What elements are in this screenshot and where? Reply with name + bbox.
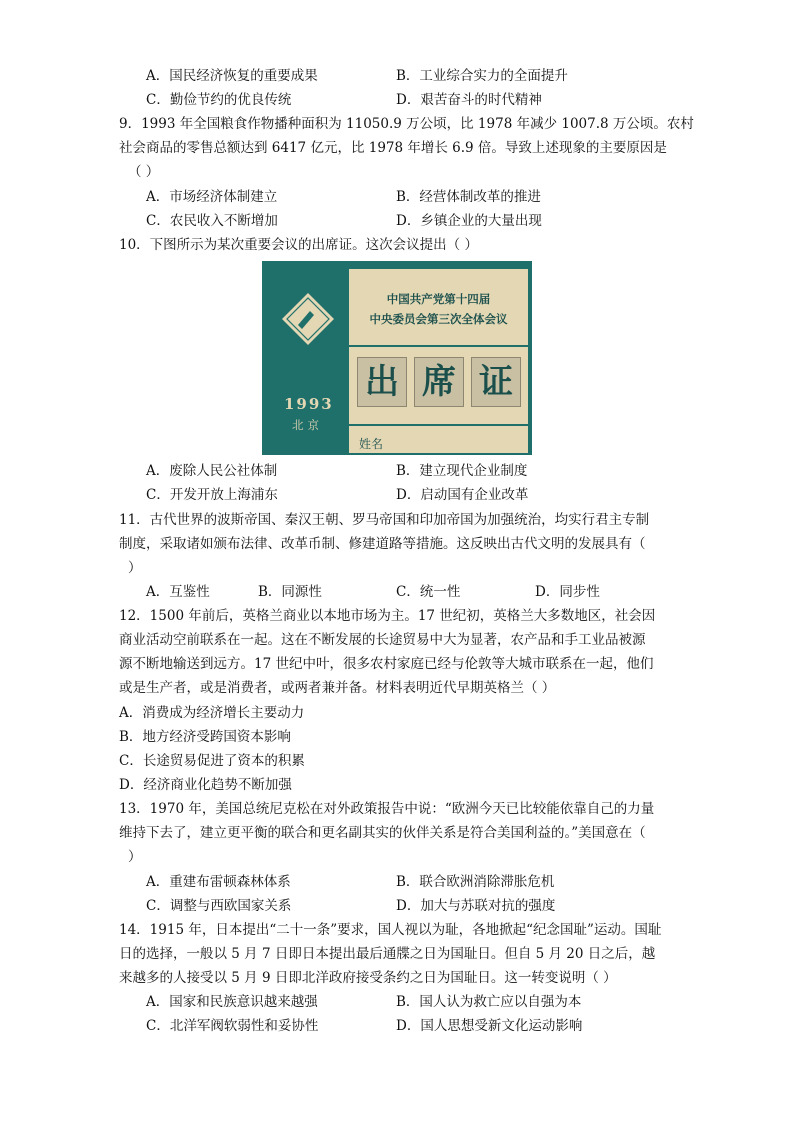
q11-option-b: B．同源性 (258, 584, 322, 600)
cert-divider (349, 345, 528, 347)
q12-stem-line3: 源不断地输送到远方。17 世纪中叶，很多农村家庭已经与伦敦等大城市联系在一起，他们 (119, 656, 654, 672)
q12-option-d: D．经济商业化趋势不断加强 (119, 777, 292, 793)
q8-option-d: D．艰苦奋斗的时代精神 (396, 92, 542, 108)
q14-option-c: C．北洋军阀软弱性和妥协性 (146, 1018, 319, 1034)
q10-option-b: B．建立现代企业制度 (396, 463, 528, 479)
cert-char-2: 席 (414, 357, 464, 407)
q14-option-b: B．国人认为救亡应以自强为本 (396, 994, 582, 1010)
q13-stem-line3: ） (128, 849, 142, 865)
q12-option-a: A．消费成为经济增长主要动力 (119, 705, 305, 721)
cert-title-line1: 中国共产党第十四届 (386, 292, 491, 306)
cert-year: 1993 (284, 395, 334, 413)
attendance-certificate-image (262, 261, 532, 455)
q12-stem-line2: 商业活动空前联系在一起。这在不断发展的长途贸易中大为显著，农产品和手工业品被源 (119, 632, 646, 648)
q12-option-b: B．地方经济受跨国资本影响 (119, 729, 291, 745)
cert-name-divider (349, 424, 528, 426)
q12-stem-line1: 12．1500 年前后，英格兰商业以本地市场为主。17 世纪初，英格兰大多数地区，社会因 (119, 608, 656, 624)
q10-option-d: D．启动国有企业改革 (396, 487, 529, 503)
q10-stem-line1: 10．下图所示为某次重要会议的出席证。这次会议提出（ ） (119, 237, 478, 253)
q8-option-a: A．国民经济恢复的重要成果 (146, 68, 318, 84)
q12-option-c: C．长途贸易促进了资本的积累 (119, 753, 305, 769)
q14-stem-line2: 日的选择，一般以 5 月 7 日即日本提出最后通牒之日为国耻日。但自 5 月 20 日之后，越 (119, 946, 656, 962)
cert-title-line2: 中央委员会第三次全体会议 (369, 312, 508, 326)
q9-option-d: D．乡镇企业的大量出现 (396, 213, 542, 229)
q9-stem-line2: 社会商品的零售总额达到 6417 亿元，比 1978 年增长 6.9 倍。导致上述现象的主要原因是 (119, 140, 667, 156)
q13-option-d: D．加大与苏联对抗的强度 (396, 898, 556, 914)
q9-option-b: B．经营体制改革的推进 (396, 189, 541, 205)
q12-stem-line4: 或是生产者，或是消费者，或两者兼并备。材料表明近代早期英格兰（ ） (119, 680, 556, 696)
party-emblem-icon (280, 291, 336, 347)
q11-stem-line2: 制度，采取诸如颁布法律、改革币制、修建道路等措施。这反映出古代文明的发展具有（ (119, 536, 646, 552)
q11-stem-line1: 11．古代世界的波斯帝国、秦汉王朝、罗马帝国和印加帝国为加强统治，均实行君主专制 (119, 512, 650, 528)
cert-name-label: 姓名 (359, 437, 384, 451)
q9-stem-line1: 9．1993 年全国粮食作物播种面积为 11050.9 万公顷，比 1978 年减少 1007.8 万公顷。农村 (119, 116, 694, 132)
q11-option-c: C．统一性 (396, 584, 461, 600)
q13-option-a: A．重建布雷顿森林体系 (146, 874, 291, 890)
q13-stem-line2: 维持下去了，建立更平衡的联合和更名副其实的伙伴关系是符合美国利益的。”美国意在（ (119, 825, 646, 841)
q8-option-c: C．勤俭节约的优良传统 (146, 92, 292, 108)
cert-panel (349, 269, 528, 453)
q13-option-b: B．联合欧洲消除滞胀危机 (396, 874, 555, 890)
cert-char-1: 出 (357, 357, 407, 407)
q11-option-a: A．互鉴性 (146, 584, 210, 600)
q14-option-d: D．国人思想受新文化运动影响 (396, 1018, 583, 1034)
q13-stem-line1: 13．1970 年，美国总统尼克松在对外政策报告中说：“欧洲今天已比较能依靠自己的力量 (119, 801, 655, 817)
q14-stem-line3: 来越多的人接受以 5 月 9 日即北洋政府接受条约之日为国耻日。这一转变说明（ ） (119, 970, 617, 986)
q9-option-c: C．农民收入不断增加 (146, 213, 278, 229)
q9-option-a: A．市场经济体制建立 (146, 189, 278, 205)
q14-stem-line1: 14．1915 年，日本提出“二十一条”要求，国人视以为耻，各地掀起“纪念国耻”运动。国耻 (119, 922, 662, 938)
q11-option-d: D．同步性 (535, 584, 600, 600)
q9-stem-line3: （ ） (128, 164, 160, 180)
q11-stem-line3: ） (128, 560, 142, 576)
q10-option-c: C．开发开放上海浦东 (146, 487, 278, 503)
q13-option-c: C．调整与西欧国家关系 (146, 898, 292, 914)
cert-char-3: 证 (471, 357, 521, 407)
q14-option-a: A．国家和民族意识越来越强 (146, 994, 318, 1010)
q8-option-b: B．工业综合实力的全面提升 (396, 68, 568, 84)
q10-option-a: A．废除人民公社体制 (146, 463, 278, 479)
cert-city: 北京 (292, 418, 323, 432)
